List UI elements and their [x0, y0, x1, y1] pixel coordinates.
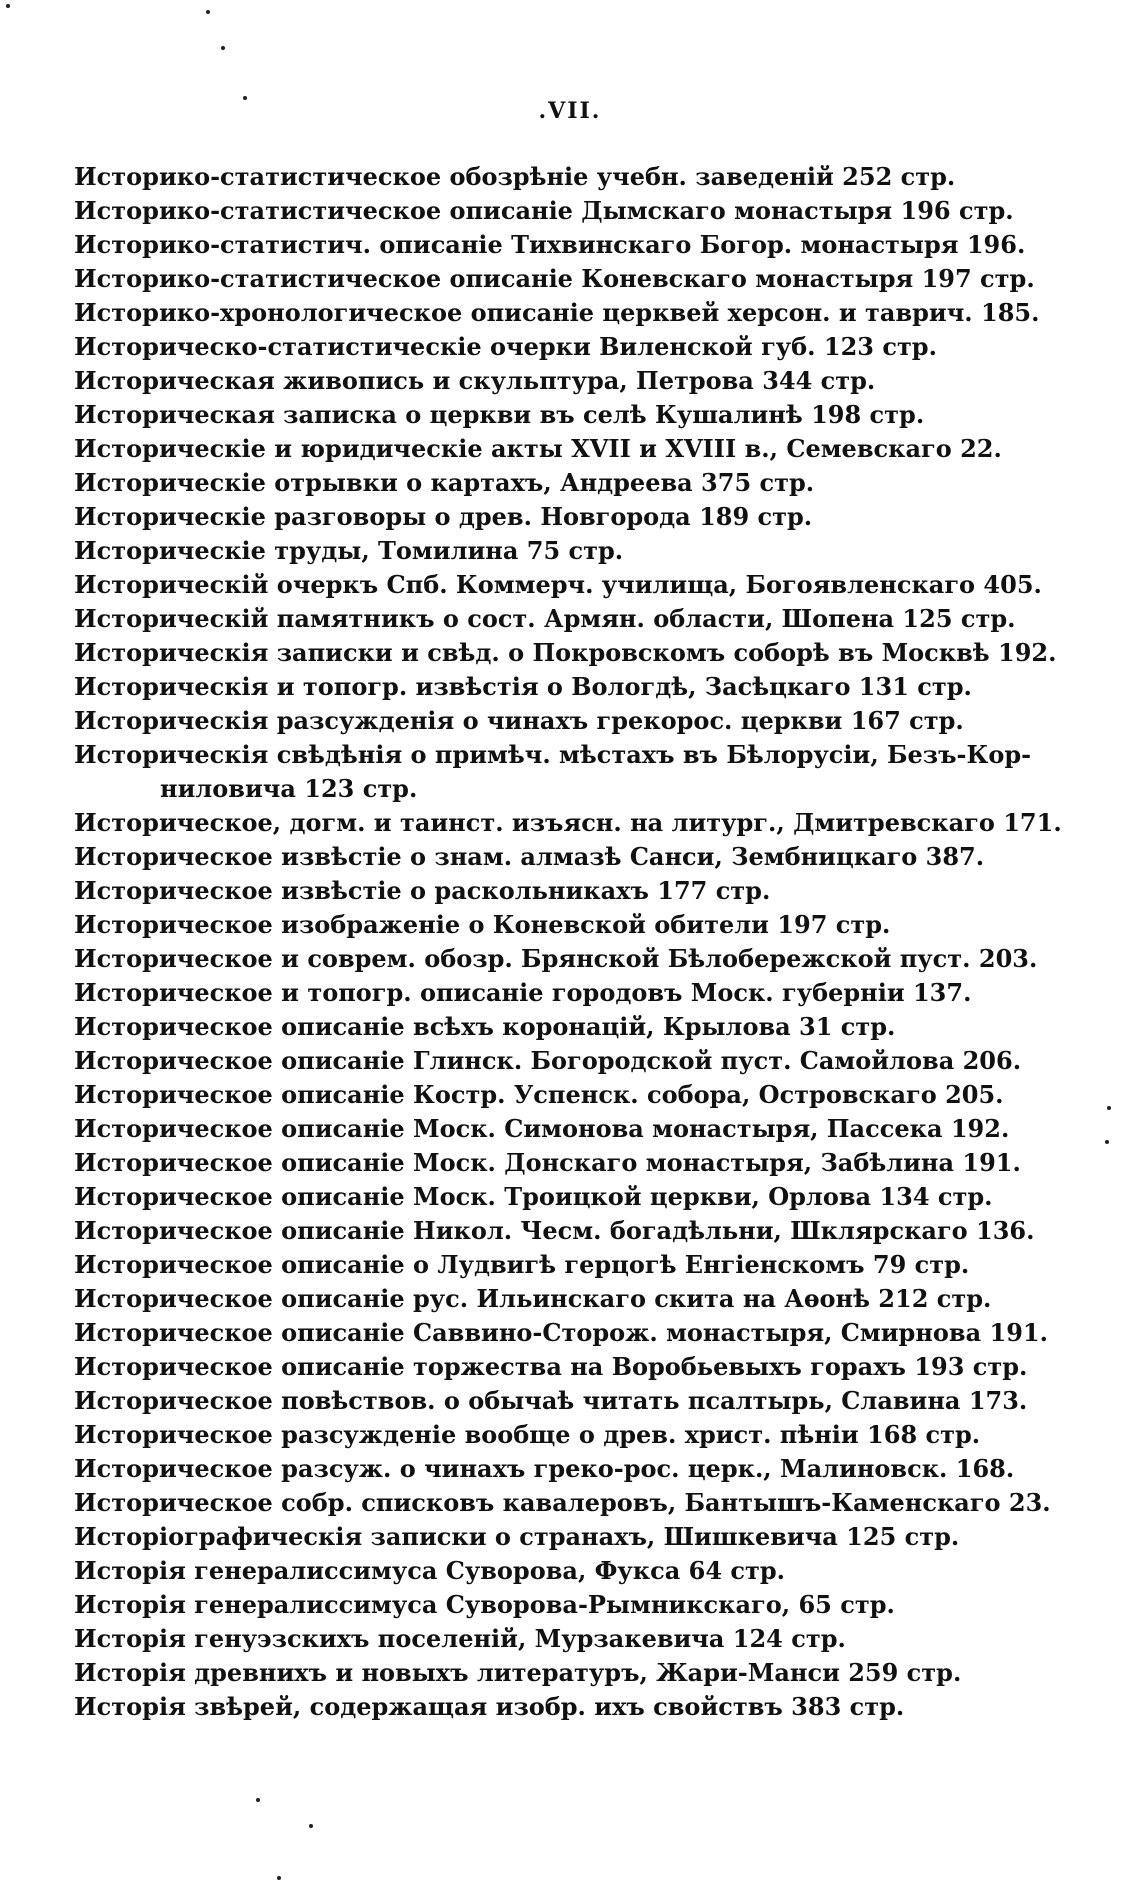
print-speck [1105, 1140, 1109, 1144]
entry-text: Историческое описаніе Моск. Донскаго монастыря, Забѣлина 191. [74, 1148, 1021, 1177]
index-entry [74, 432, 1084, 466]
entry-text: Исторія звѣрей, содержащая изобр. ихъ свойствъ 383 стр. [74, 1692, 905, 1721]
entry-text: Историческія свѣдѣнія о примѣч. мѣстахъ въ Бѣлорусіи, Безъ-Кор- [74, 740, 1032, 769]
entry-text: Историческое извѣстіе о раскольникахъ 177 стр. [74, 876, 771, 905]
index-entry [74, 398, 1084, 432]
entry-text: Историческое описаніе всѣхъ коронацій, Крылова 31 стр. [74, 1012, 896, 1041]
index-entry [74, 1010, 1084, 1044]
entry-text: Историческое описаніе Моск. Симонова монастыря, Пассека 192. [74, 1114, 1010, 1143]
index-entry [74, 1622, 1084, 1656]
entry-text: Историческіе труды, Томилина 75 стр. [74, 536, 624, 565]
index-entry [74, 1588, 1084, 1622]
entry-text: Историческое описаніе Глинск. Богородской пуст. Самойлова 206. [74, 1046, 1022, 1075]
entry-text: Историческіе и юридическіе акты XVII и XVIII в., Семевскаго 22. [74, 434, 1002, 463]
entry-text: Историческіе отрывки о картахъ, Андреева 375 стр. [74, 468, 815, 497]
print-speck [206, 10, 210, 14]
entry-text: Историческія и топогр. извѣстія о Вологдѣ, Засѣцкаго 131 стр. [74, 672, 972, 701]
entry-text: Исторія генуэзскихъ поселеній, Мурзакевича 124 стр. [74, 1624, 846, 1653]
entry-text: Историческо-статистическіе очерки Виленской губ. 123 стр. [74, 332, 937, 361]
entry-text: Историческое описаніе о Лудвигѣ герцогѣ Енгіенскомъ 79 стр. [74, 1250, 970, 1279]
index-entry [74, 670, 1084, 704]
index-entry [74, 1316, 1084, 1350]
index-entry [74, 1112, 1084, 1146]
index-entry [74, 1078, 1084, 1112]
index-entry [74, 874, 1084, 908]
entry-text: Историческіе разговоры о древ. Новгорода 189 стр. [74, 502, 813, 531]
entry-text: Историко-статистич. описаніе Тихвинскаго Богор. монастыря 196. [74, 230, 1026, 259]
entry-text: Историческое описаніе Саввино-Сторож. монастыря, Смирнова 191. [74, 1318, 1048, 1347]
index-entry [74, 1214, 1084, 1248]
entry-text: Историческое разсужденіе вообще о древ. христ. пѣніи 168 стр. [74, 1420, 981, 1449]
index-entry [74, 1520, 1084, 1554]
entry-text: Историческія разсужденія о чинахъ грекорос. церкви 167 стр. [74, 706, 964, 735]
index-entry [74, 976, 1084, 1010]
entry-text: Историческая записка о церкви въ селѣ Кушалинѣ 198 стр. [74, 400, 925, 429]
index-entry [74, 262, 1084, 296]
index-entry [74, 1690, 1084, 1724]
print-speck [221, 46, 225, 50]
index-entry [74, 568, 1084, 602]
page-number: .VII. [538, 98, 602, 124]
entry-text: Исторія генералиссимуса Суворова, Фукса 64 стр. [74, 1556, 786, 1585]
index-entry [74, 330, 1084, 364]
index-entry [74, 1044, 1084, 1078]
index-entry [74, 602, 1084, 636]
entry-text: Историческій очеркъ Спб. Коммерч. училища, Богоявленскаго 405. [74, 570, 1042, 599]
entry-text: Историческое описаніе рус. Ильинскаго скита на Аѳонѣ 212 стр. [74, 1284, 992, 1313]
index-list [74, 160, 1084, 1724]
entry-text: Историко-хронологическое описаніе церквей херсон. и таврич. 185. [74, 298, 1040, 327]
print-speck [277, 1876, 281, 1880]
index-entry [74, 160, 1084, 194]
index-entry [74, 1452, 1084, 1486]
print-speck [309, 1824, 313, 1828]
index-entry [74, 194, 1084, 228]
entry-text: Исторіографическія записки о странахъ, Шишкевича 125 стр. [74, 1522, 960, 1551]
entry-text: Историческое описаніе Костр. Успенск. собора, Островскаго 205. [74, 1080, 1004, 1109]
index-entry [74, 1418, 1084, 1452]
index-entry [74, 1554, 1084, 1588]
index-entry [74, 840, 1084, 874]
entry-text: Историческія записки и свѣд. о Покровскомъ соборѣ въ Москвѣ 192. [74, 638, 1057, 667]
index-entry [74, 704, 1084, 738]
entry-text: Историческое изображеніе о Коневской обители 197 стр. [74, 910, 891, 939]
entry-text: Историческое собр. списковъ кавалеровъ, Бантышъ-Каменскаго 23. [74, 1488, 1051, 1517]
entry-text: Исторія генералиссимуса Суворова-Рымникскаго, 65 стр. [74, 1590, 895, 1619]
index-entry [74, 1486, 1084, 1520]
entry-text: Историческое описаніе Никол. Чесм. богадѣльни, Шклярскаго 136. [74, 1216, 1035, 1245]
index-entry [74, 636, 1084, 670]
index-entry [74, 908, 1084, 942]
index-entry [74, 1384, 1084, 1418]
entry-text: Историческое и соврем. обозр. Брянской Бѣлобережской пуст. 203. [74, 944, 1038, 973]
entry-continuation: ниловича 123 стр. [160, 774, 418, 803]
index-entry [74, 806, 1084, 840]
print-speck [6, 4, 10, 8]
entry-text: Историческое описаніе Моск. Троицкой церкви, Орлова 134 стр. [74, 1182, 993, 1211]
index-entry [74, 534, 1084, 568]
entry-text: Историческое описаніе торжества на Воробьевыхъ горахъ 193 стр. [74, 1352, 1028, 1381]
entry-text: Историческое извѣстіе о знам. алмазѣ Санси, Зембницкаго 387. [74, 842, 985, 871]
entry-text: Исторія древнихъ и новыхъ литературъ, Жари-Манси 259 стр. [74, 1658, 962, 1687]
entry-text: Историко-статистическое обозрѣніе учебн. заведеній 252 стр. [74, 162, 956, 191]
index-entry [74, 1180, 1084, 1214]
index-entry [74, 296, 1084, 330]
entry-text: Историческая живопись и скульптура, Петрова 344 стр. [74, 366, 876, 395]
index-entry [74, 1248, 1084, 1282]
index-entry [74, 228, 1084, 262]
print-speck [256, 1798, 260, 1802]
entry-text: Историко-статистическое описаніе Дымскаго монастыря 196 стр. [74, 196, 1014, 225]
index-entry [74, 1282, 1084, 1316]
index-entry [74, 738, 1084, 806]
index-entry [74, 466, 1084, 500]
print-speck [1107, 1106, 1111, 1110]
entry-text: Историко-статистическое описаніе Коневскаго монастыря 197 стр. [74, 264, 1035, 293]
index-entry [74, 364, 1084, 398]
index-entry [74, 500, 1084, 534]
entry-text: Историческое повѣствов. о обычаѣ читать псалтырь, Славина 173. [74, 1386, 1028, 1415]
index-entry [74, 942, 1084, 976]
entry-text: Историческое и топогр. описаніе городовъ Моск. губерніи 137. [74, 978, 972, 1007]
index-entry [74, 1146, 1084, 1180]
entry-text: Историческое, догм. и таинст. изъясн. на литург., Дмитревскаго 171. [74, 808, 1062, 837]
entry-text: Историческій памятникъ о сост. Армян. области, Шопена 125 стр. [74, 604, 1016, 633]
index-entry [74, 1656, 1084, 1690]
entry-text: Историческое разсуж. о чинахъ греко-рос. церк., Малиновск. 168. [74, 1454, 1015, 1483]
index-entry [74, 1350, 1084, 1384]
